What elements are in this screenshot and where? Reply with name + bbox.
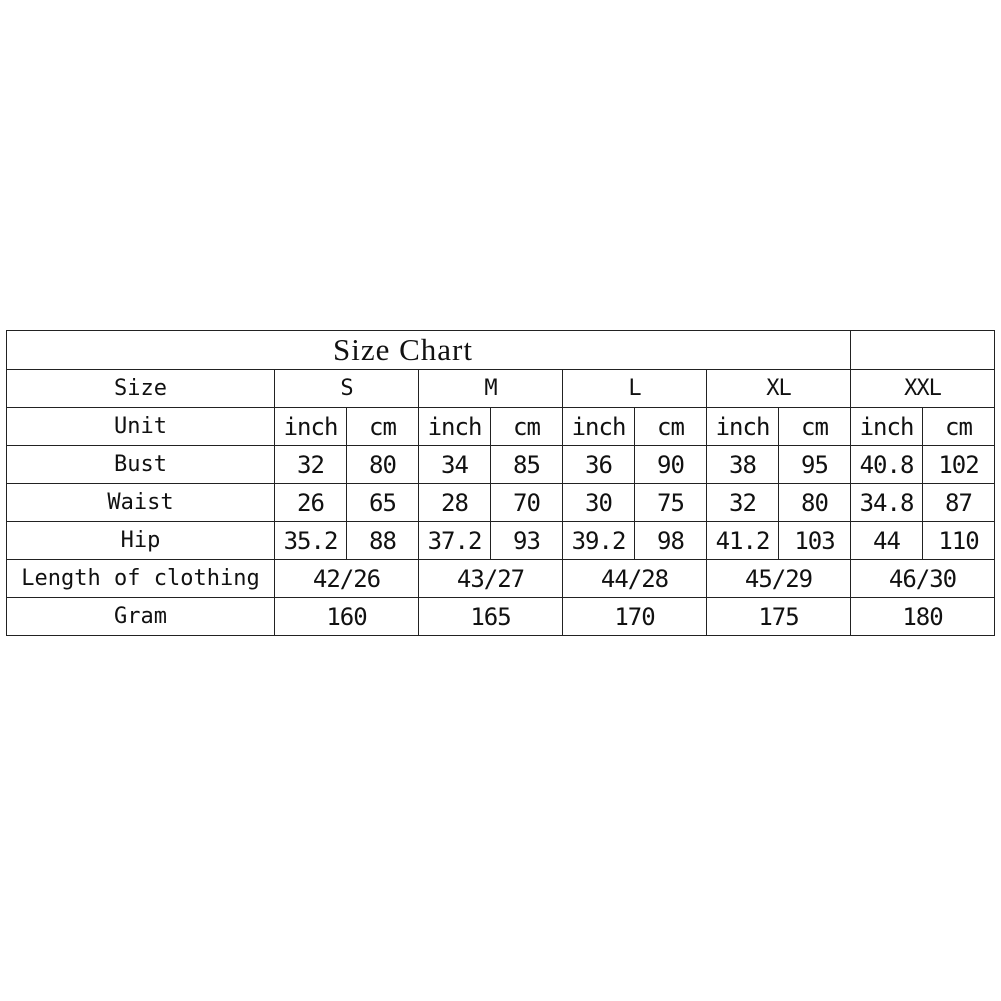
length-label: Length of clothing	[7, 560, 275, 598]
waist-cell: 34.8	[851, 484, 923, 522]
chart-title: Size Chart	[7, 331, 851, 370]
waist-label: Waist	[7, 484, 275, 522]
hip-cell: 44	[851, 522, 923, 560]
size-header-cell: XL	[707, 370, 851, 408]
bust-cell: 95	[779, 446, 851, 484]
size-header-label: Size	[7, 370, 275, 408]
unit-cell: cm	[491, 408, 563, 446]
unit-cell: inch	[707, 408, 779, 446]
gram-cell: 170	[563, 598, 707, 636]
size-header-cell: XXL	[851, 370, 995, 408]
gram-cell: 180	[851, 598, 995, 636]
unit-cell: cm	[347, 408, 419, 446]
size-header-cell: M	[419, 370, 563, 408]
bust-cell: 38	[707, 446, 779, 484]
bust-cell: 85	[491, 446, 563, 484]
waist-row	[7, 484, 995, 522]
unit-cell: inch	[851, 408, 923, 446]
hip-cell: 103	[779, 522, 851, 560]
bust-cell: 80	[347, 446, 419, 484]
bust-cell: 36	[563, 446, 635, 484]
waist-cell: 30	[563, 484, 635, 522]
hip-row	[7, 522, 995, 560]
length-cell: 45/29	[707, 560, 851, 598]
length-cell: 43/27	[419, 560, 563, 598]
unit-cell: inch	[419, 408, 491, 446]
bust-row	[7, 446, 995, 484]
hip-cell: 39.2	[563, 522, 635, 560]
waist-cell: 26	[275, 484, 347, 522]
length-cell: 42/26	[275, 560, 419, 598]
gram-label: Gram	[7, 598, 275, 636]
unit-cell: cm	[923, 408, 995, 446]
length-row	[7, 560, 995, 598]
size-header-row	[7, 370, 995, 408]
unit-cell: cm	[635, 408, 707, 446]
bust-label: Bust	[7, 446, 275, 484]
unit-row	[7, 408, 995, 446]
hip-label: Hip	[7, 522, 275, 560]
waist-cell: 75	[635, 484, 707, 522]
hip-cell: 35.2	[275, 522, 347, 560]
gram-cell: 165	[419, 598, 563, 636]
bust-cell: 90	[635, 446, 707, 484]
waist-cell: 28	[419, 484, 491, 522]
length-cell: 44/28	[563, 560, 707, 598]
title-row	[7, 331, 995, 370]
waist-cell: 80	[779, 484, 851, 522]
unit-cell: inch	[275, 408, 347, 446]
unit-cell: cm	[779, 408, 851, 446]
size-header-cell: L	[563, 370, 707, 408]
unit-cell: inch	[563, 408, 635, 446]
length-cell: 46/30	[851, 560, 995, 598]
hip-cell: 110	[923, 522, 995, 560]
gram-row	[7, 598, 995, 636]
title-empty-cell	[851, 331, 995, 370]
waist-cell: 65	[347, 484, 419, 522]
hip-cell: 88	[347, 522, 419, 560]
hip-cell: 98	[635, 522, 707, 560]
waist-cell: 32	[707, 484, 779, 522]
bust-cell: 40.8	[851, 446, 923, 484]
bust-cell: 34	[419, 446, 491, 484]
bust-cell: 32	[275, 446, 347, 484]
size-header-cell: S	[275, 370, 419, 408]
bust-cell: 102	[923, 446, 995, 484]
waist-cell: 70	[491, 484, 563, 522]
gram-cell: 160	[275, 598, 419, 636]
unit-label: Unit	[7, 408, 275, 446]
hip-cell: 93	[491, 522, 563, 560]
waist-cell: 87	[923, 484, 995, 522]
hip-cell: 41.2	[707, 522, 779, 560]
gram-cell: 175	[707, 598, 851, 636]
hip-cell: 37.2	[419, 522, 491, 560]
size-chart-table	[6, 330, 995, 636]
